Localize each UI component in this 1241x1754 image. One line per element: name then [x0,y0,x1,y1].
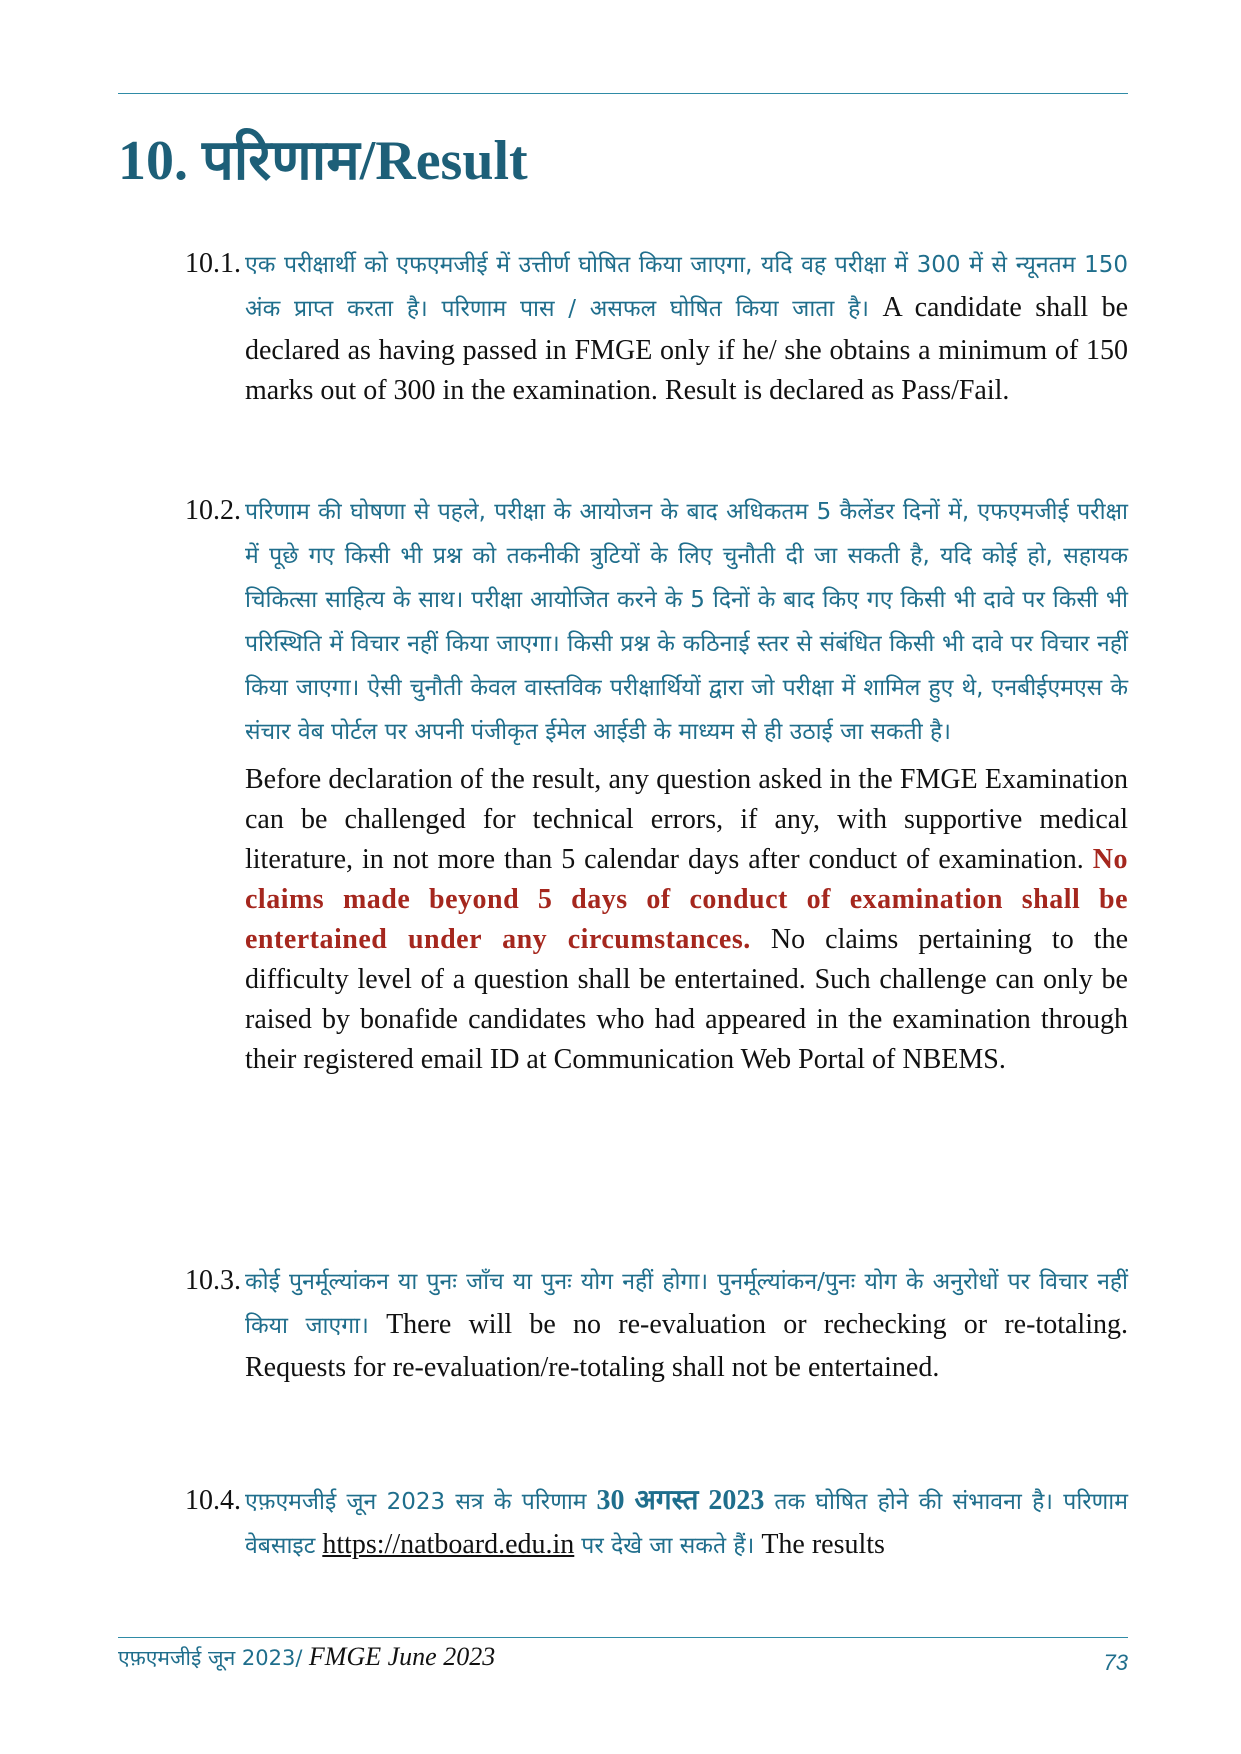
item-english-text: Before declaration of the result, any question asked in the FMGE Examination can be challenged for technical errors, if any, with supportive medical literature, in not more than 5 calendar days after conduct of examination. [245,764,1128,875]
section-heading: 10. परिणाम/Result [118,130,528,192]
footer-english: FMGE June 2023 [302,1642,496,1671]
item-number: 10.2. [185,495,241,526]
item-english-text: A candidate shall be declared as having passed in FMGE only if he/ she obtains a minimum of 150 marks out of 300 in the examination. Result is declared as Pass/Fail. [245,292,1128,406]
item-english-text: The results [761,1529,885,1560]
bottom-rule [118,1637,1128,1638]
item-number: 10.4. [185,1485,241,1516]
item-english-text: There will be no re-evaluation or rechecking or re-totaling. Requests for re-evaluation/re-totaling shall not be entertained. [245,1309,1128,1383]
item-english-text-continued: No claims pertaining to the difficulty level of a question shall be entertained. Such challenge can only be raised by bonafide candidates who had appeared in the examination through their registered email ID at Communication Web Portal of NBEMS. [245,924,1128,1075]
result-item-10-2 [185,490,1128,1080]
item-number: 10.1. [185,248,241,279]
item-hindi-text-continued: तक घोषित होने की संभावना है। परिणाम वेबसाइट [245,1489,1129,1559]
footer-title [118,1642,495,1672]
item-hindi-text: परिणाम की घोषणा से पहले, परीक्षा के आयोजन के बाद अधिकतम 5 कैलेंडर दिनों में, एफएमजीई परीक्षा में पूछे गए किसी भी प्रश्न को तकनीकी त्रुटियों के लिए चुनौती दी जा सकती है, यदि कोई हो, सहायक चिकित्सा साहित्य के साथ। परीक्षा आयोजित करने के 5 दिनों के बाद किए गए किसी भी दावे पर किसी भी परिस्थिति में विचार नहीं किया जाएगा। किसी प्रश्न के कठिनाई स्तर से संबंधित किसी भी दावे पर विचार नहीं किया जाएगा। ऐसी चुनौती केवल वास्तविक परीक्षार्थियों द्वारा जो परीक्षा में शामिल हुए थे, एनबीईएमएस के संचार वेब पोर्टल पर अपनी पंजीकृत ईमेल आईडी के माध्यम से ही उठाई जा सकती है। [245,499,1128,745]
top-rule [118,93,1128,94]
warning-text: No claims made beyond 5 days of conduct of examination shall be entertained under any circumstances. [245,844,1128,955]
page-number: 73 [1103,1650,1128,1675]
item-hindi-text: एफ़एमजीई जून 2023 सत्र के परिणाम [245,1489,587,1515]
result-item-10-1 [185,243,1128,411]
results-website-link[interactable]: https://natboard.edu.in [322,1529,575,1560]
item-hindi-text-end: पर देखे जा सकते हैं। [581,1533,755,1559]
item-hindi-text: कोई पुनर्मूल्यांकन या पुनः जाँच या पुनः योग नहीं होगा। पुनर्मूल्यांकन/पुनः योग के अनुरोधों पर विचार नहीं किया जाएगा। [245,1269,1128,1339]
item-hindi-text: एक परीक्षार्थी को एफएमजीई में उत्तीर्ण घोषित किया जाएगा, यदि वह परीक्षा में 300 में से न्यूनतम 150 अंक प्राप्त करता है। परिणाम पास / असफल घोषित किया जाता है। [245,252,1128,322]
item-number: 10.3. [185,1265,241,1296]
result-item-10-3 [185,1260,1128,1388]
footer-hindi: एफ़एमजीई जून 2023/ [118,1646,303,1670]
result-item-10-4 [185,1480,1128,1568]
result-date: 30 अगस्त 2023 [596,1485,765,1516]
